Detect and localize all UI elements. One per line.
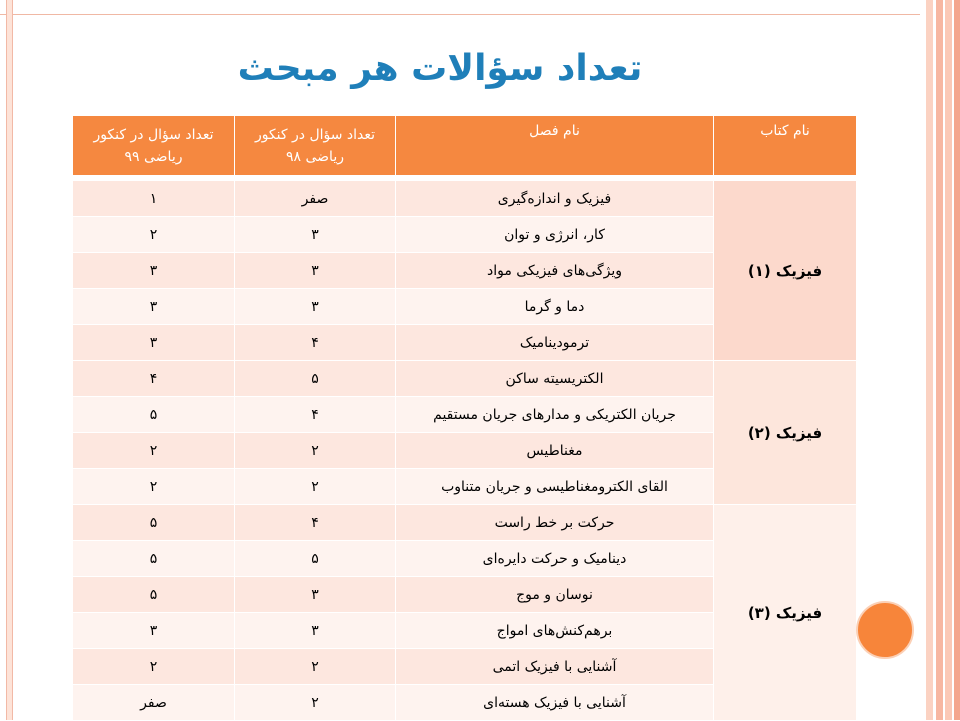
konkur-98-count-cell: ۲ xyxy=(235,649,396,685)
slide-title: تعداد سؤالات هر مبحث xyxy=(237,48,643,89)
decorative-stripes xyxy=(920,0,960,720)
konkur-98-count-cell: ۵ xyxy=(235,541,396,577)
konkur-99-count-cell: ۲ xyxy=(73,649,235,685)
konkur-98-count-cell: ۳ xyxy=(235,613,396,649)
slide-top-border xyxy=(0,0,960,15)
header-chapter: نام فصل xyxy=(396,116,714,176)
konkur-99-count-cell: ۲ xyxy=(73,217,235,253)
table-row xyxy=(73,361,857,397)
chapter-name-cell: الکتریسیته ساکن xyxy=(396,361,714,397)
header-konkur-98: تعداد سؤال در کنکور ریاضی ۹۸ xyxy=(235,116,396,176)
decorative-orange-circle xyxy=(856,601,914,659)
chapter-name-cell: کار، انرژی و توان xyxy=(396,217,714,253)
chapter-name-cell: ترمودینامیک xyxy=(396,325,714,361)
konkur-98-count-cell: ۳ xyxy=(235,289,396,325)
table-row xyxy=(73,505,857,541)
konkur-99-count-cell: ۵ xyxy=(73,397,235,433)
chapter-name-cell: ویژگی‌های فیزیکی مواد xyxy=(396,253,714,289)
konkur-99-count-cell: ۴ xyxy=(73,361,235,397)
chapter-name-cell: دما و گرما xyxy=(396,289,714,325)
table-body xyxy=(73,181,857,721)
chapter-name-cell: حرکت بر خط راست xyxy=(396,505,714,541)
konkur-98-count-cell: ۲ xyxy=(235,433,396,469)
konkur-98-count-cell: صفر xyxy=(235,181,396,217)
konkur-99-count-cell: ۵ xyxy=(73,577,235,613)
konkur-99-count-cell: ۲ xyxy=(73,433,235,469)
book-name-cell: فیزیک (۲) xyxy=(714,361,857,505)
chapter-name-cell: فیزیک و اندازه‌گیری xyxy=(396,181,714,217)
chapter-name-cell: مغناطیس xyxy=(396,433,714,469)
konkur-98-count-cell: ۴ xyxy=(235,325,396,361)
konkur-99-count-cell: ۱ xyxy=(73,181,235,217)
konkur-99-count-cell: ۳ xyxy=(73,325,235,361)
slide-left-border xyxy=(6,0,13,720)
konkur-98-count-cell: ۵ xyxy=(235,361,396,397)
chapter-name-cell: دینامیک و حرکت دایره‌ای xyxy=(396,541,714,577)
chapter-name-cell: برهم‌کنش‌های امواج xyxy=(396,613,714,649)
book-name-cell: فیزیک (۳) xyxy=(714,505,857,721)
table-row xyxy=(73,181,857,217)
book-name-cell: فیزیک (۱) xyxy=(714,181,857,361)
konkur-98-count-cell: ۴ xyxy=(235,397,396,433)
chapter-name-cell: نوسان و موج xyxy=(396,577,714,613)
konkur-98-count-cell: ۲ xyxy=(235,685,396,721)
konkur-98-count-cell: ۲ xyxy=(235,469,396,505)
chapter-name-cell: القای الکترومغناطیسی و جریان متناوب xyxy=(396,469,714,505)
konkur-98-count-cell: ۳ xyxy=(235,217,396,253)
konkur-99-count-cell: ۳ xyxy=(73,253,235,289)
questions-table xyxy=(72,115,857,721)
header-konkur-99: تعداد سؤال در کنکور ریاضی ۹۹ xyxy=(73,116,235,176)
chapter-name-cell: جریان الکتریکی و مدارهای جریان مستقیم xyxy=(396,397,714,433)
konkur-99-count-cell: ۳ xyxy=(73,613,235,649)
konkur-99-count-cell: ۵ xyxy=(73,541,235,577)
chapter-name-cell: آشنایی با فیزیک هسته‌ای xyxy=(396,685,714,721)
konkur-98-count-cell: ۳ xyxy=(235,577,396,613)
konkur-98-count-cell: ۴ xyxy=(235,505,396,541)
chapter-name-cell: آشنایی با فیزیک اتمی xyxy=(396,649,714,685)
table-header-row xyxy=(73,116,857,176)
konkur-99-count-cell: ۳ xyxy=(73,289,235,325)
konkur-99-count-cell: ۲ xyxy=(73,469,235,505)
konkur-98-count-cell: ۳ xyxy=(235,253,396,289)
konkur-99-count-cell: صفر xyxy=(73,685,235,721)
konkur-99-count-cell: ۵ xyxy=(73,505,235,541)
header-book: نام کتاب xyxy=(714,116,857,176)
